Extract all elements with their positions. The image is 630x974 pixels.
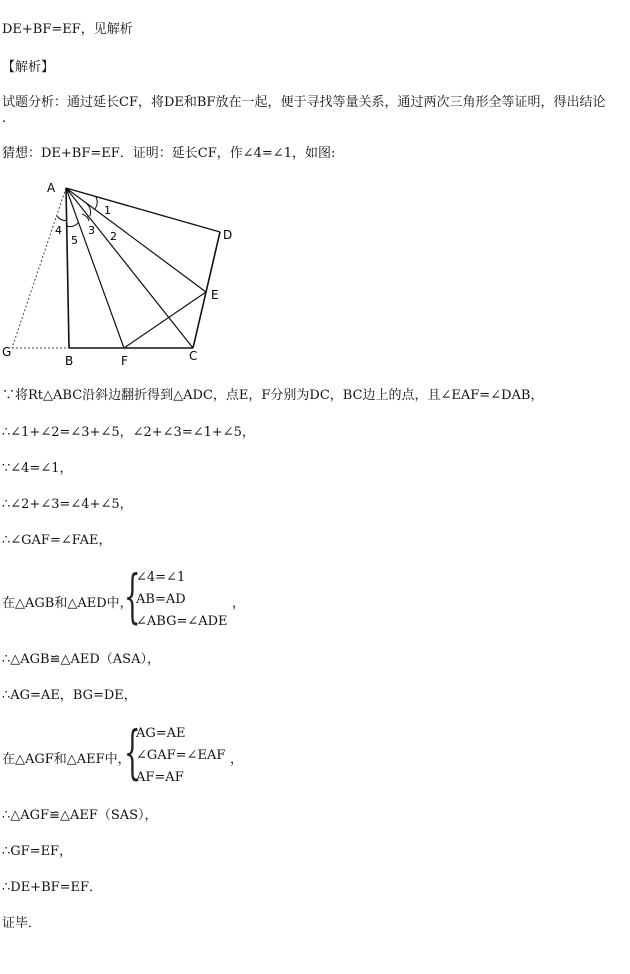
congruence-system-sas xyxy=(2,718,302,791)
answer-line: DE+BF=EF，见解析 xyxy=(2,22,133,37)
condition: AB=AD xyxy=(136,592,186,607)
point-label-E: E xyxy=(211,288,219,302)
proof-step: ∴∠GAF=∠FAE， xyxy=(2,533,112,548)
segment-EF xyxy=(124,292,206,348)
system-label: 在△AGB和△AED中， xyxy=(2,596,133,611)
angle-label-3: 3 xyxy=(88,224,95,237)
proof-step: ∴AG=AE，BG=DE， xyxy=(2,688,137,703)
point-label-C: C xyxy=(189,349,198,363)
angle-arc-5 xyxy=(67,223,78,227)
angle-label-2: 2 xyxy=(110,230,117,243)
angle-arc-1 xyxy=(95,197,97,209)
angle-arc-4 xyxy=(57,216,67,221)
angle-label-1: 1 xyxy=(104,204,111,217)
system-tail: ， xyxy=(230,752,244,767)
point-label-B: B xyxy=(65,354,74,368)
brace-symbol: { xyxy=(124,562,141,630)
condition: AG=AE xyxy=(136,726,186,741)
condition: ∠ABG=∠ADE xyxy=(136,614,228,629)
angle-label-5: 5 xyxy=(71,234,78,247)
system-conditions xyxy=(136,567,228,633)
segment-AF xyxy=(66,188,124,348)
system-label: 在△AGF和△AEF中， xyxy=(2,752,131,767)
proof-step: ∴∠1+∠2=∠3+∠5，∠2+∠3=∠1+∠5， xyxy=(2,425,255,440)
proof-step: ∵∠4=∠1， xyxy=(2,461,73,476)
brace-symbol: { xyxy=(124,718,141,786)
analysis-text-continuation: . xyxy=(2,111,7,126)
proof-done: 证毕． xyxy=(2,916,42,931)
condition: ∠4=∠1 xyxy=(136,570,186,585)
angle-label-4: 4 xyxy=(55,224,62,237)
proof-step: ∴DE+BF=EF． xyxy=(2,880,103,895)
point-label-D: D xyxy=(223,228,233,242)
proof-step: ∴∠2+∠3=∠4+∠5， xyxy=(2,497,133,512)
condition: ∠GAF=∠EAF xyxy=(136,748,226,763)
geometry-figure xyxy=(0,176,260,372)
point-label-G: G xyxy=(2,345,12,359)
analysis-text: 试题分析：通过延长CF，将DE和BF放在一起，便于寻找等量关系，通过两次三角形全等证明，得出结论 xyxy=(2,95,606,110)
segment-AG xyxy=(12,188,66,348)
proof-step: ∴△AGB≌△AED（ASA）， xyxy=(2,652,160,667)
point-label-A: A xyxy=(47,181,56,195)
condition: AF=AF xyxy=(136,770,184,785)
section-header: 【解析】 xyxy=(2,60,55,75)
proof-step: ∴GF=EF， xyxy=(2,844,73,859)
segment-AB xyxy=(66,188,69,348)
system-conditions xyxy=(136,723,225,789)
point-label-F: F xyxy=(121,354,128,368)
system-tail: ， xyxy=(232,596,246,611)
congruence-system-asa xyxy=(2,562,302,635)
proof-step: ∴△AGF≌△AEF（SAS）， xyxy=(2,808,158,823)
guess-line: 猜想：DE+BF=EF．证明：延长CF，作∠4=∠1，如图: xyxy=(2,146,336,161)
proof-step: ∵将Rt△ABC沿斜边翻折得到△ADC，点E，F分别为DC，BC边上的点，且∠EAF=∠DAB， xyxy=(2,388,544,403)
